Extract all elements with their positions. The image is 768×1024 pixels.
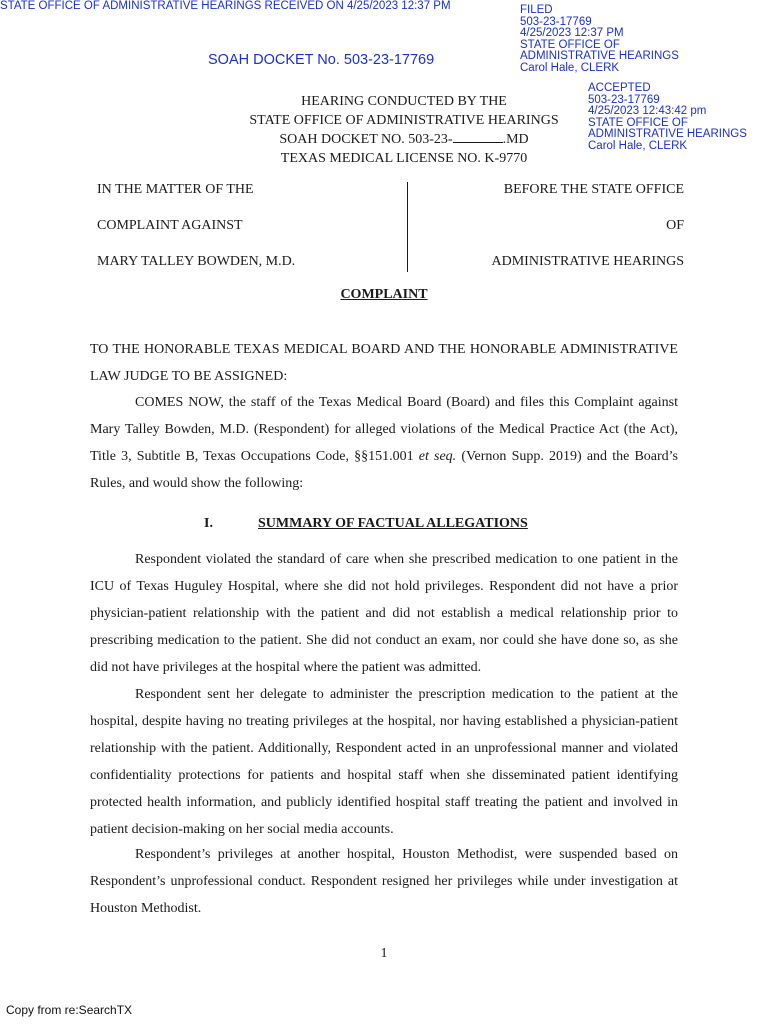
section-heading xyxy=(204,516,528,532)
caption-right-line: BEFORE THE STATE OFFICE xyxy=(503,182,684,197)
accepted-stamp xyxy=(588,83,747,152)
accepted-stamp-line: STATE OFFICE OF xyxy=(588,116,688,129)
filed-stamp-line: STATE OFFICE OF xyxy=(520,38,620,51)
intro-text-end: (Vernon Supp. 2019) and the Board’s Rules, and would show the following: xyxy=(90,449,678,491)
header-line: HEARING CONDUCTED BY THE xyxy=(301,94,507,109)
caption-divider xyxy=(407,182,408,272)
docket-label: SOAH DOCKET No. xyxy=(208,52,340,68)
filed-stamp-line: ADMINISTRATIVE HEARINGS xyxy=(520,50,679,62)
header-line: STATE OFFICE OF ADMINISTRATIVE HEARINGS xyxy=(249,112,559,128)
footer-source: Copy from re:SearchTX xyxy=(6,1003,133,1017)
intro-text: COMES NOW, the staff of the Texas Medical Board (Board) and files this Complaint against Mary Talley Bowden, M.D. (Respondent) for alleged violations of the Medical Practice Act (the Act), Title 3, Subtitle B, Texas Occupations Code, §§151.001 xyxy=(90,395,678,464)
hearing-header xyxy=(200,93,608,168)
header-docket-line xyxy=(200,130,608,150)
accepted-stamp-line: 4/25/2023 12:43:42 pm xyxy=(588,105,707,117)
filed-stamp-line: Carol Hale, CLERK xyxy=(520,61,620,74)
accepted-stamp-line: Carol Hale, CLERK xyxy=(588,139,688,152)
received-banner: STATE OFFICE OF ADMINISTRATIVE HEARINGS RECEIVED ON 4/25/2023 12:37 PM xyxy=(0,0,451,12)
docket-blank xyxy=(453,130,503,143)
section-number: I. xyxy=(204,516,213,531)
complaint-heading: COMPLAINT xyxy=(340,287,428,302)
filed-stamp-line: 503-23-17769 xyxy=(520,15,592,28)
accepted-stamp-line: ACCEPTED xyxy=(588,82,651,94)
filed-stamp xyxy=(520,5,679,74)
intro-paragraph xyxy=(90,389,678,497)
caption-right-line: ADMINISTRATIVE HEARINGS xyxy=(491,254,684,269)
allegation-paragraph: Respondent’s privileges at another hospital, Houston Methodist, were suspended based on Respondent’s unprofessional conduct. Respondent resigned her privileges while under investigation at Houston Methodist. xyxy=(90,847,678,916)
filed-stamp-line: 4/25/2023 12:37 PM xyxy=(520,27,624,39)
caption-left-line: MARY TALLEY BOWDEN, M.D. xyxy=(97,254,296,269)
filed-stamp-line: FILED xyxy=(520,4,553,16)
docket-number: 503-23-17769 xyxy=(343,52,435,68)
section-title: SUMMARY OF FACTUAL ALLEGATIONS xyxy=(258,516,528,531)
caption-left-line: IN THE MATTER OF THE xyxy=(97,182,254,197)
header-docket-suffix: .MD xyxy=(502,132,529,147)
allegation-paragraph: Respondent violated the standard of care when she prescribed medication to one patient in the ICU of Texas Huguley Hospital, where she did not hold privileges. Respondent did not have a prior physician-patient relationship with the patient and did not establish a medical relationship prior to prescribing medication to the patient. She did not conduct an exam, nor could she have done so, as she did not have privileges at the hospital where the patient was admitted. xyxy=(90,552,678,675)
docket-number-header xyxy=(208,52,434,68)
accepted-stamp-line: 503-23-17769 xyxy=(588,93,660,106)
intro-italic: et seq. xyxy=(418,449,457,464)
caption-right-line: OF xyxy=(666,218,684,233)
header-line: TEXAS MEDICAL LICENSE NO. K-9770 xyxy=(280,150,528,166)
allegation-paragraph: Respondent sent her delegate to administer the prescription medication to the patient at the hospital, despite having no treating privileges at the hospital, nor having established a physician-patient relationship with the patient. Additionally, Respondent acted in an unprofessional manner and violated confidentiality protections for patients and hospital staff when she disseminated patient identifying protected health information, and publicly identified hospital staff treating the patient and involved in patient decision-making on her social media accounts. xyxy=(90,687,678,837)
header-docket-prefix: SOAH DOCKET NO. 503-23- xyxy=(279,132,453,147)
caption-left-line: COMPLAINT AGAINST xyxy=(97,218,243,233)
page-number: 1 xyxy=(380,946,388,961)
salutation: TO THE HONORABLE TEXAS MEDICAL BOARD AND THE HONORABLE ADMINISTRATIVE LAW JUDGE TO BE ASSIGNED: xyxy=(90,342,678,384)
accepted-stamp-line: ADMINISTRATIVE HEARINGS xyxy=(588,128,747,140)
